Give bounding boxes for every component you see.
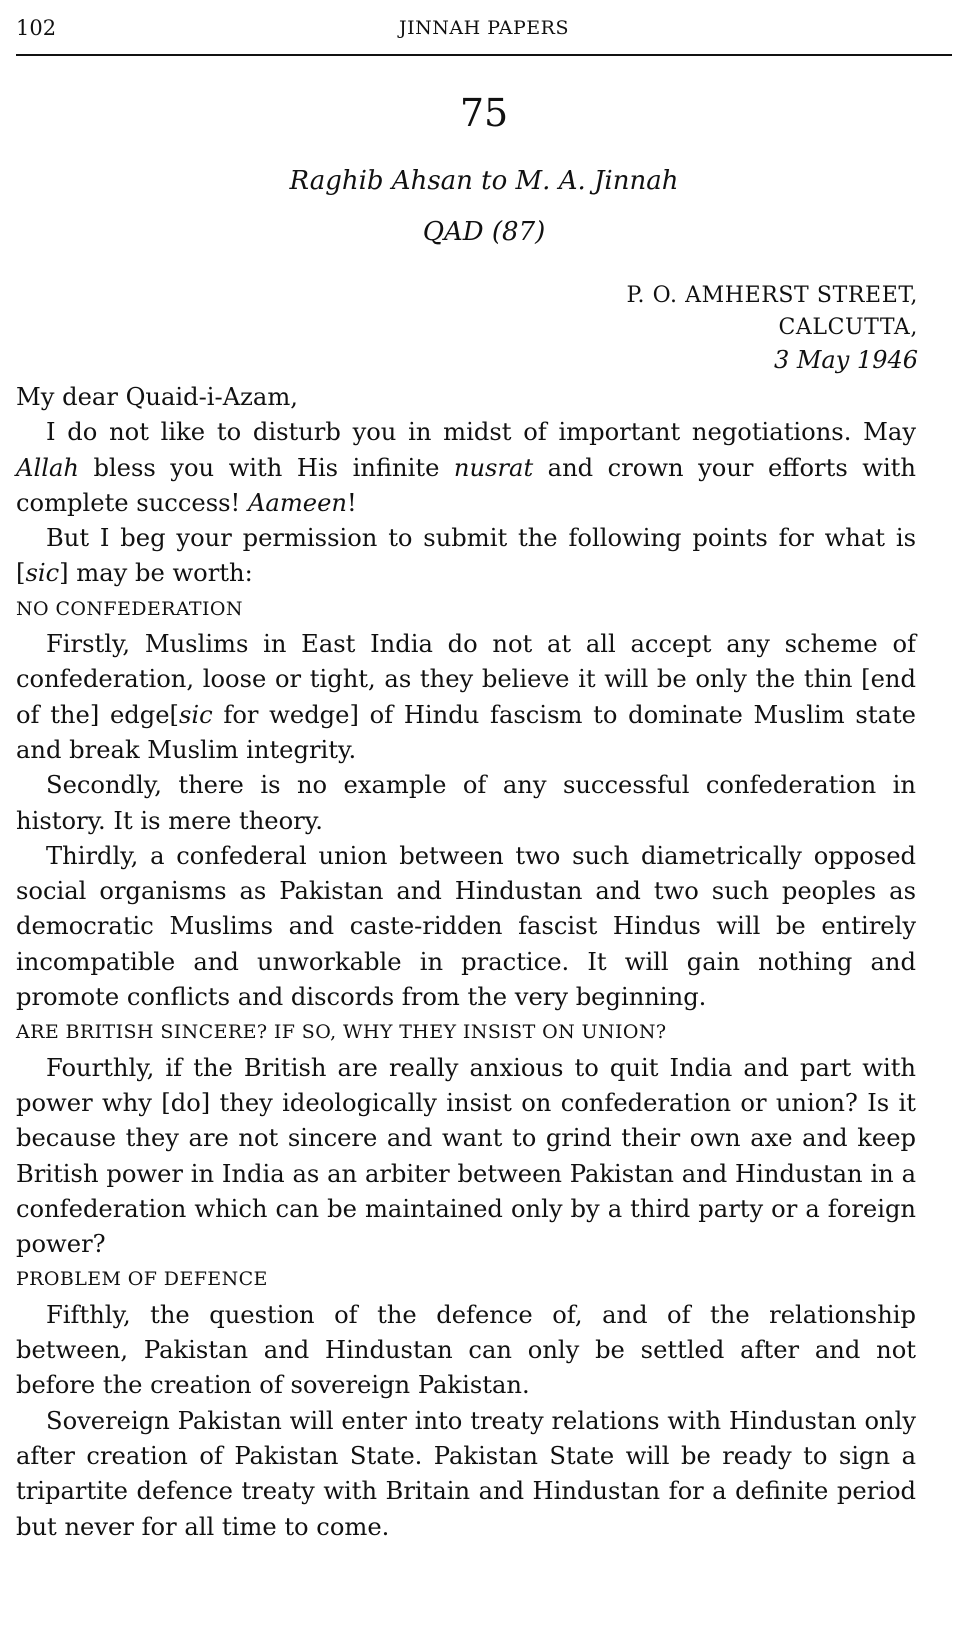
section-heading-no-confederation: NO CONFEDERATION [16, 597, 243, 620]
sender-address [627, 280, 919, 376]
paragraph-secondly: Secondly, there is no example of any successful confederation in history. It is mere theory. [16, 771, 916, 835]
document-source-reference: QAD (87) [422, 217, 546, 247]
address-line-street: P. O. AMHERST STREET, [626, 283, 918, 308]
letter-date: 3 May 1946 [773, 346, 918, 374]
address-line-city: CALCUTTA, [778, 315, 918, 340]
section-heading-problem-of-defence: PROBLEM OF DEFENCE [16, 1268, 268, 1291]
paragraph-fifthly: Fifthly, the question of the defence of, and of the relationship between, Pakistan and Hindustan can only be settled after and not before the creation of sovereign Pakistan. [16, 1300, 916, 1400]
paragraph-thirdly: Thirdly, a confederal union between two such diametrically opposed social organisms as Pakistan and Hindustan and two such peoples as democratic Muslims and caste-ridden fascist Hindus will be entirely incompatible and unworkable in practice. It will gain nothing and promote conflicts and discords from the very beginning. [16, 841, 916, 1012]
section-heading-british-sincere: ARE BRITISH SINCERE? IF SO, WHY THEY INSIST ON UNION? [16, 1021, 667, 1044]
letter-body [16, 380, 916, 1545]
paragraph-fourthly: Fourthly, if the British are really anxious to quit India and part with power why [do] they ideologically insist on confederation or union? Is it because they are not sincere and want to grind their own axe and keep British power in India as an arbiter between Pakistan and Hindustan in a confederation which can be maintained only by a third party or a foreign power? [16, 1053, 916, 1259]
paragraph-firstly: Firstly, Muslims in East India do not at all accept any scheme of confederation, loose or tight, as they believe it will be only the thin [end of the] edge[sic for wedge] of Hindu fascism to dominate Muslim state and break Muslim integrity. [16, 630, 916, 764]
paragraph-sovereign-pakistan: Sovereign Pakistan will enter into treaty relations with Hindustan only after creation of Pakistan State. Pakistan State will be ready to sign a tripartite defence treaty with Britain and Hindustan for a definite period but never for all time to come. [16, 1406, 916, 1541]
salutation: My dear Quaid-i-Azam, [16, 383, 298, 411]
paragraph-greeting: I do not like to disturb you in midst of important negotiations. May Allah bless you with His infinite nusrat and crown your efforts with complete success! Aameen! [16, 418, 916, 517]
book-title: JINNAH PAPERS [399, 17, 569, 39]
document-correspondents: Raghib Ahsan to M. A. Jinnah [289, 166, 679, 196]
document-number: 75 [459, 91, 509, 135]
paragraph-permission: But I beg your permission to submit the following points for what is [sic] may be worth: [16, 524, 916, 588]
page-number: 102 [16, 16, 57, 40]
running-head [16, 14, 952, 56]
